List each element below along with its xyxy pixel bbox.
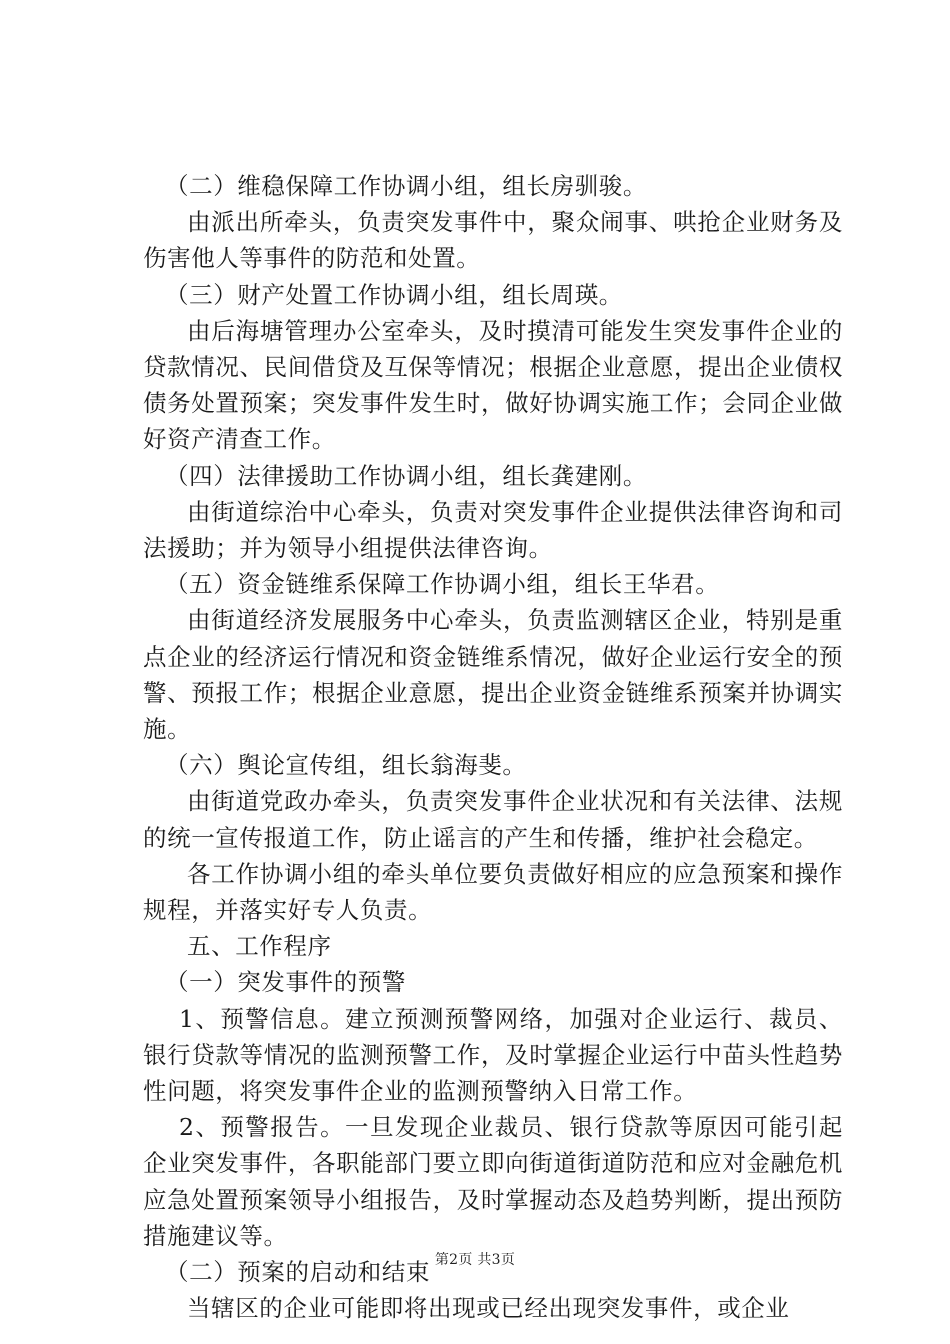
paragraph-economic-center: 由街道经济发展服务中心牵头，负责监测辖区企业，特别是重点企业的经济运行情况和资金链维系情况，做好企业运行安全的预警、预报工作；根据企业意愿，提出企业资金链维系预案并协调实施。 <box>143 606 843 744</box>
section-heading-publicity-group: （六）舆论宣传组，组长翁海斐。 <box>165 751 527 780</box>
paragraph-party-office: 由街道党政办牵头，负责突发事件企业状况和有关法律、法规的统一宣传报道工作，防止谣言的产生和传播，维护社会稳定。 <box>143 787 843 852</box>
paragraph-seawall-office: 由后海塘管理办公室牵头，及时摸清可能发生突发事件企业的贷款情况、民间借贷及互保等情况；根据企业意愿，提出企业债权债务处置预案；突发事件发生时，做好协调实施工作；会同企业做好资产清查工作。 <box>143 316 843 454</box>
page-footer: 第2页 共3页 <box>434 1252 516 1268</box>
subsection-heading-warning: （一）突发事件的预警 <box>165 968 406 997</box>
section-heading-legal-aid-group: （四）法律援助工作协调小组，组长龚建刚。 <box>165 461 647 490</box>
paragraph-police-station: 由派出所牵头，负责突发事件中，聚众闹事、哄抢企业财务及伤害他人等事件的防范和处置。 <box>143 208 843 273</box>
paragraph-warning-info: 1、预警信息。建立预测预警网络，加强对企业运行、裁员、银行贷款等情况的监测预警工作，及时掌握企业运行中苗头性趋势性问题，将突发事件企业的监测预警纳入日常工作。 <box>143 1004 843 1106</box>
paragraph-lead-units: 各工作协调小组的牵头单位要负责做好相应的应急预案和操作规程，并落实好专人负责。 <box>143 859 843 925</box>
subsection-heading-plan-start-end: （二）预案的启动和结束 <box>165 1258 431 1287</box>
section-heading-work-procedure: 五、工作程序 <box>187 932 332 961</box>
paragraph-warning-report: 2、预警报告。一旦发现企业裁员、银行贷款等原因可能引起企业突发事件，各职能部门要立即向街道街道防范和应对金融危机应急处置预案领导小组报告，及时掌握动态及趋势判断，提出预防措施建议等。 <box>143 1113 843 1250</box>
body-text <box>143 168 843 1327</box>
section-heading-funding-chain-group: （五）资金链维系保障工作协调小组，组长王华君。 <box>165 570 720 599</box>
paragraph-comprehensive-center: 由街道综治中心牵头，负责对突发事件企业提供法律咨询和司法援助；并为领导小组提供法律咨询。 <box>143 497 843 563</box>
paragraph-plan-trigger: 当辖区的企业可能即将出现或已经出现突发事件，或企业 <box>187 1294 790 1323</box>
section-heading-stability-group: （二）维稳保障工作协调小组，组长房驯骏。 <box>165 172 647 200</box>
section-heading-property-group: （三）财产处置工作协调小组，组长周瑛。 <box>165 280 623 309</box>
